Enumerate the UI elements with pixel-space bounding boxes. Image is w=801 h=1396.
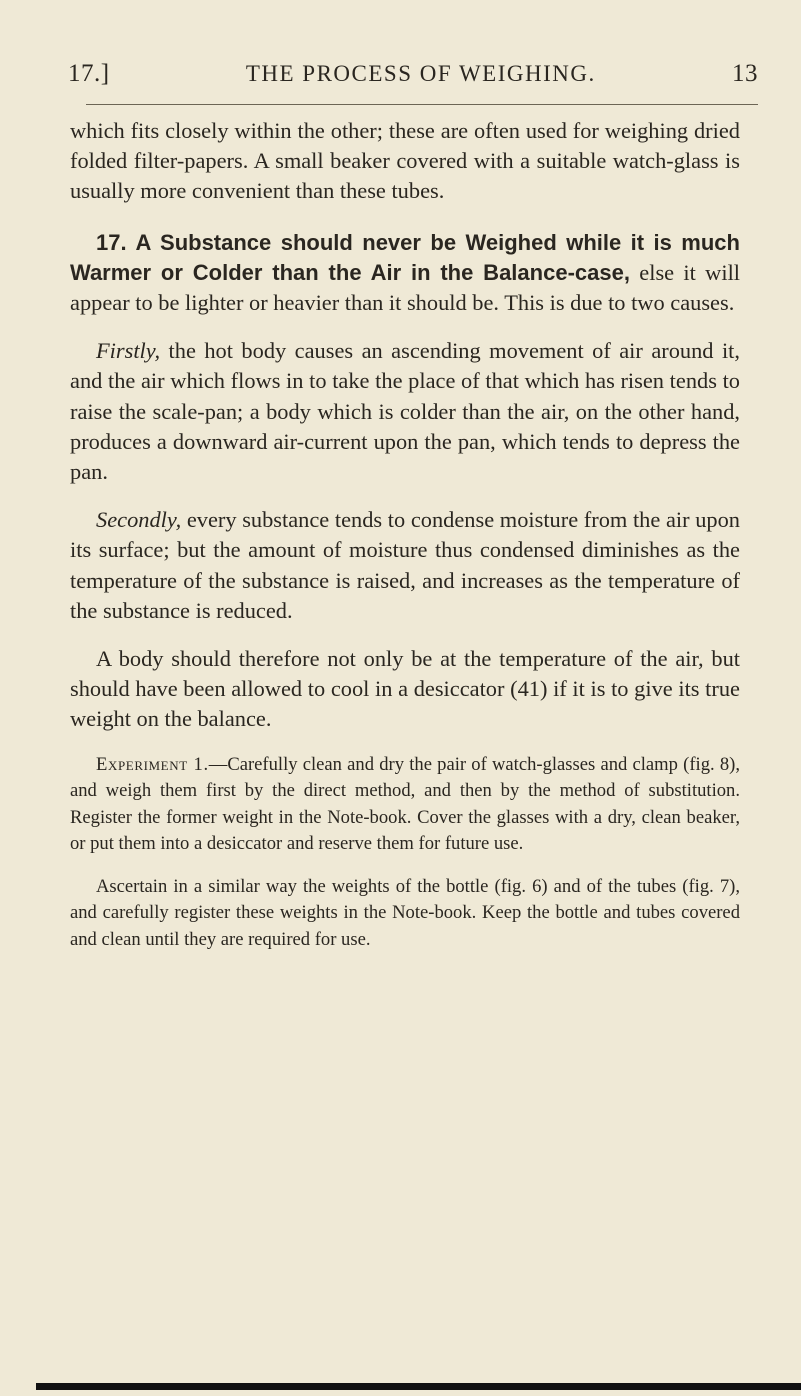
section-17-text: else it will appear to be lighter or heavier than it should be. This is due to two causes. xyxy=(70,259,741,316)
section-17-paragraph xyxy=(70,228,740,319)
experiment-text: —Carefully clean and dry the pair of watch-glasses and clamp (fig. 8), and weigh them first by the direct method, and then by the method of substitution. Register the former weight in the Note-book. Cover the glasses with a dry, clean beaker, or put them into a desiccator and reserve them for future use. xyxy=(70,753,741,855)
running-header xyxy=(68,60,758,88)
firstly-label: Firstly, xyxy=(96,338,161,364)
experiment-paragraph xyxy=(70,752,740,858)
firstly-text: the hot body causes an ascending movement of air around it, and the air which flows in to take the place of that which has risen tends to raise the scale-pan; a body which is colder than the air, on the other hand, produces a downward air-current upon the pan, which tends to depress the pan. xyxy=(70,338,740,485)
conclusion-paragraph: A body should therefore not only be at the temperature of the air, but should have been allowed to cool in a desiccator (41) if it is to give its true weight on the balance. xyxy=(70,646,740,732)
secondly-text: every substance tends to condense moisture from the air upon its surface; but the amount of moisture thus condensed diminishes as the temperature of the substance is raised, and increases as the temperature of the substance is reduced. xyxy=(70,507,740,623)
running-title: THE PROCESS OF WEIGHING. xyxy=(245,61,596,86)
section-17-number: 17. xyxy=(96,229,127,255)
page-bottom-edge xyxy=(36,1383,801,1390)
continuation-paragraph: which fits closely within the other; these are often used for weighing dried folded filter-papers. A small beaker covered with a suitable watch-glass is usually more convenient than these tubes. xyxy=(70,118,740,204)
header-rule xyxy=(86,104,758,105)
ascertain-paragraph: Ascertain in a similar way the weights of the bottle (fig. 6) and of the tubes (fig. 7), and carefully register these weights in the Note-book. Keep the bottle and tubes covered and clean until they are required for use. xyxy=(70,875,740,950)
firstly-paragraph xyxy=(70,336,740,487)
section-17-heading: A Substance should never be Weighed while it is much Warmer or Colder than the Air in the Balance-case, xyxy=(70,229,740,285)
secondly-label: Secondly, xyxy=(96,507,182,533)
experiment-label: Experiment 1. xyxy=(96,753,209,775)
page-body xyxy=(70,116,740,953)
section-marker: 17.] xyxy=(68,60,110,87)
secondly-paragraph xyxy=(70,505,740,626)
page-number: 13 xyxy=(731,60,758,87)
